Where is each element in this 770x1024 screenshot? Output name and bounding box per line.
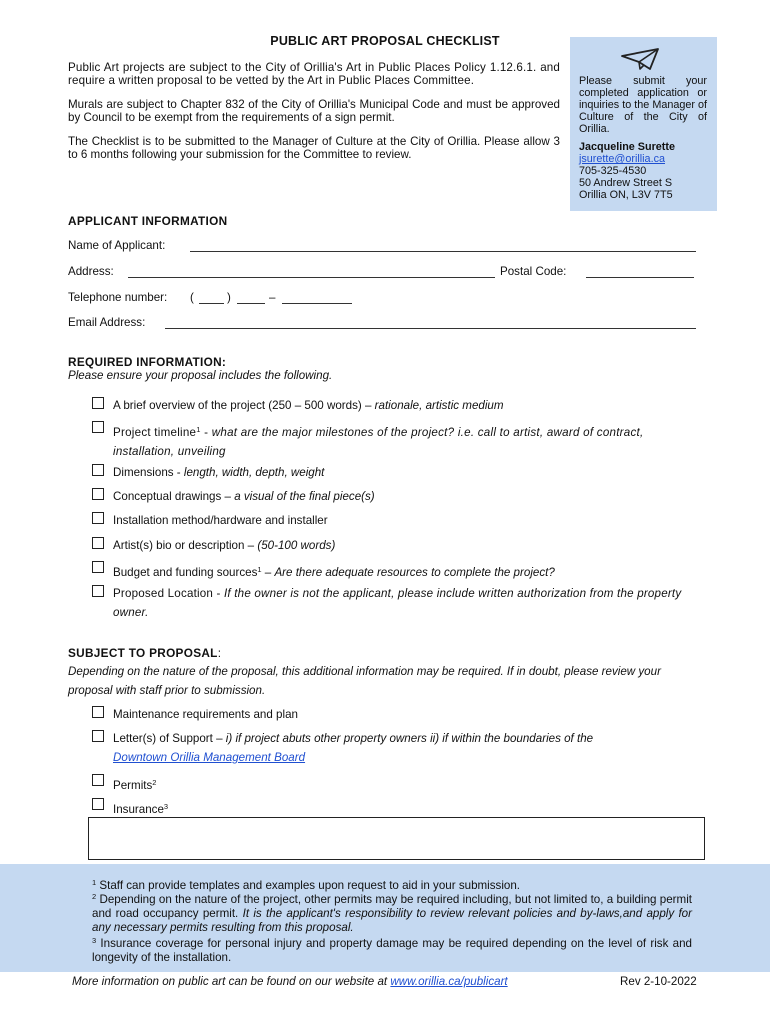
footnotes-section [0,864,770,972]
footer-info: More information on public art can be found on our website at www.orillia.ca/publicart [72,975,508,988]
checkbox-budget[interactable] [92,561,104,573]
telephone-close-paren: ) [227,291,231,304]
contact-message: Please submit your completed application or inquiries to the Manager of Culture of the City of Orillia. [579,75,707,135]
applicant-name-field[interactable] [190,239,696,252]
public-art-website-link[interactable]: www.orillia.ca/publicart [390,975,508,988]
telephone-area-code-field[interactable] [199,291,224,304]
checkbox-proposed-location[interactable] [92,585,104,597]
telephone-dash: – [269,291,276,304]
telephone-open-paren: ( [190,291,194,304]
contact-name: Jacqueline Surette [579,141,676,153]
item-maintenance: Maintenance requirements and plan [113,708,298,721]
notes-textbox[interactable] [88,817,705,860]
address-row [68,265,698,279]
contact-box [570,37,717,211]
checkbox-maintenance[interactable] [92,706,104,718]
email-row [68,316,698,330]
contact-phone: 705-325-4530 [579,165,647,177]
telephone-line-field[interactable] [282,291,352,304]
telephone-prefix-field[interactable] [237,291,265,304]
checkbox-project-timeline[interactable] [92,421,104,433]
downtown-orillia-link[interactable]: Downtown Orillia Management Board [113,751,306,764]
required-heading: REQUIRED INFORMATION: [68,355,227,369]
item-artist-bio: Artist(s) bio or description – (50-100 words) [113,539,336,552]
contact-details [579,75,707,201]
intro-paragraph-checklist: The Checklist is to be submitted to the Manager of Culture at the City of Orillia. Please allow 3 to 6 months following your submission for the Committee to review. [68,135,560,161]
item-installation-method: Installation method/hardware and installer [113,514,328,527]
checkbox-permits[interactable] [92,774,104,786]
item-budget: Budget and funding sources$^1$ – Are there adequate resources to complete the project? [113,565,555,579]
email-field[interactable] [165,316,696,329]
checkbox-installation-method[interactable] [92,512,104,524]
telephone-row [68,291,698,305]
applicant-name-row [68,239,698,253]
contact-city: Orillia ON, L3V 7T5 [579,189,673,201]
footnote-2: $^2$ Depending on the nature of the project, other permits may be required including, but not limited to, a building permit and road occupancy permit. It is the applicant's responsibility to review relevant policies and by-laws,and apply for any necessary permits resulting from this proposal. [92,892,692,934]
checkbox-dimensions[interactable] [92,464,104,476]
checkbox-artist-bio[interactable] [92,537,104,549]
intro-paragraph-murals: Murals are subject to Chapter 832 of the City of Orillia's Municipal Code and must be approved by Council to be exempt from the requirements of a sign permit. [68,98,560,124]
intro-paragraph-policy: Public Art projects are subject to the City of Orillia's Art in Public Places Policy 1.12.6.1. and require a written proposal to be vetted by the Art in Public Places Committee. [68,61,560,87]
contact-email-link[interactable]: jsurette@orillia.ca [579,153,665,165]
subject-heading: SUBJECT TO PROPOSAL: [68,646,222,660]
intro-section [68,62,560,162]
revision-label: Rev 2-10-2022 [620,975,697,988]
postal-code-field[interactable] [586,265,694,278]
footnote-1: $^1$ Staff can provide templates and examples upon request to aid in your submission. [92,878,521,892]
applicant-heading: APPLICANT INFORMATION [68,214,228,228]
item-insurance: Insurance$^3$ [113,802,169,816]
item-permits: Permits$^2$ [113,778,157,792]
checkbox-project-overview[interactable] [92,397,104,409]
contact-street: 50 Andrew Street S [579,177,673,189]
address-field[interactable] [128,265,495,278]
item-project-timeline: Project timeline$^1$ - what are the major milestones of the project? i.e. call to artist, award of contract, installation, unveiling [113,425,644,458]
item-proposed-location: Proposed Location - If the owner is not the applicant, please include written authorization from the property owner. [113,587,682,619]
item-letters-of-support: Letter(s) of Support – i) if project abuts other property owners ii) if within the boundaries of the Downtown Orillia Management Board [113,732,594,764]
checkbox-conceptual-drawings[interactable] [92,488,104,500]
item-dimensions: Dimensions - length, width, depth, weight [113,466,325,479]
address-label: Address: [68,265,114,278]
footnote-3: $^3$ Insurance coverage for personal injury and property damage may be required depending on the level of risk and longevity of the installation. [92,936,692,964]
applicant-name-label: Name of Applicant: [68,239,166,252]
subject-paragraph: Depending on the nature of the proposal, this additional information may be required. If in doubt, please review your proposal with staff prior to submission. [68,665,661,697]
item-conceptual-drawings: Conceptual drawings – a visual of the final piece(s) [113,490,375,503]
paper-plane-icon [620,47,662,71]
item-project-overview: A brief overview of the project (250 – 500 words) – rationale, artistic medium [113,399,504,412]
required-subheading: Please ensure your proposal includes the following. [68,369,333,382]
email-label: Email Address: [68,316,146,329]
telephone-label: Telephone number: [68,291,168,304]
checkbox-letters-of-support[interactable] [92,730,104,742]
postal-code-label: Postal Code: [500,265,567,278]
checkbox-insurance[interactable] [92,798,104,810]
page-title: PUBLIC ART PROPOSAL CHECKLIST [270,34,500,48]
